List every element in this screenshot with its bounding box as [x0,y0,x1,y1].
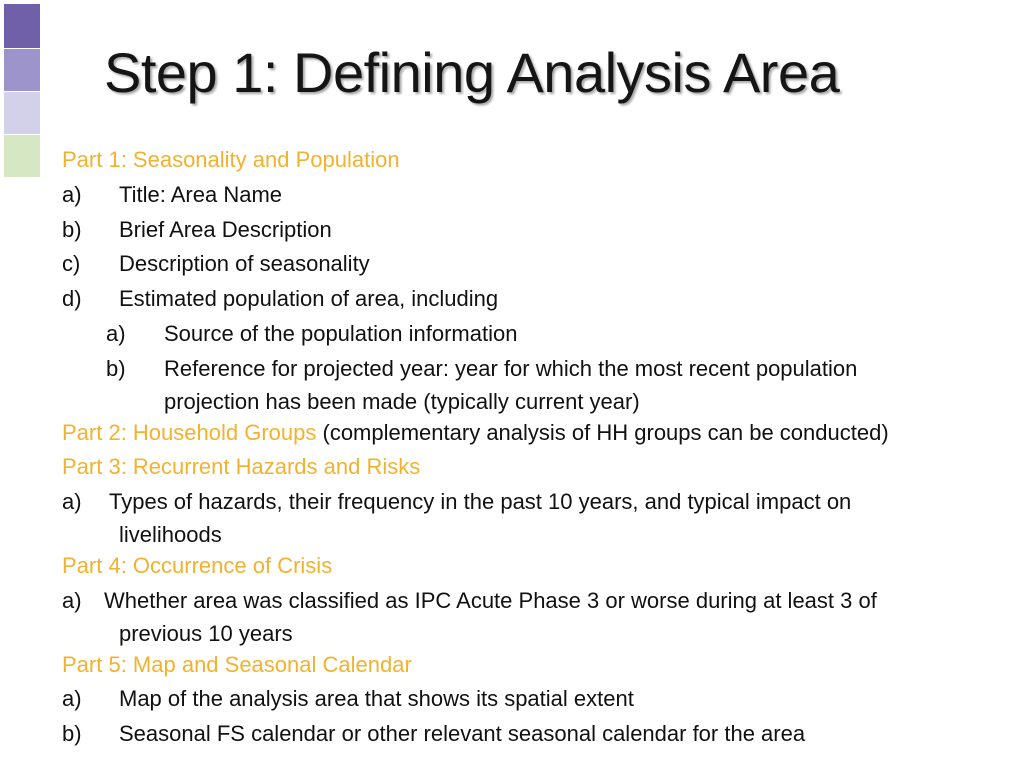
list-item [62,485,1012,549]
list-item [62,717,1012,752]
decor-square-green [4,135,40,177]
list-text: Source of the population information [164,320,518,346]
part4-heading: Part 4: Occurrence of Crisis [62,552,333,578]
list-marker: a) [62,587,82,613]
list-marker: b) [106,355,126,381]
list-text-continued: projection has been made (typically current year) [164,388,640,414]
decor-square-dark-purple [4,4,40,48]
list-item [62,213,1012,248]
list-marker: b) [62,721,82,747]
list-text: Estimated population of area, including [119,286,499,312]
list-marker: a) [62,181,82,207]
list-text: Map of the analysis area that shows its spatial extent [119,686,634,712]
list-marker: a) [62,686,82,712]
part3-heading: Part 3: Recurrent Hazards and Risks [62,454,421,480]
list-text: Seasonal FS calendar or other relevant seasonal calendar for the area [119,721,806,747]
list-text: Reference for projected year: year for which the most recent population [164,355,858,381]
part1-heading: Part 1: Seasonality and Population [62,147,400,172]
list-item [62,247,1012,282]
list-item [62,178,1012,213]
part2-line [62,416,1012,451]
slide-body [62,143,1012,752]
part5-heading: Part 5: Map and Seasonal Calendar [62,651,412,677]
part2-heading: Part 2: Household Groups [62,419,317,445]
list-marker: a) [62,489,82,515]
list-item [62,282,1012,317]
sub-list-item [62,352,1012,416]
decor-square-purple [4,49,40,91]
list-text: Title: Area Name [119,181,283,207]
list-text-continued: livelihoods [119,521,222,547]
list-text-continued: previous 10 years [119,620,293,646]
sub-list-item [62,317,1012,352]
list-marker: d) [62,286,82,312]
list-item [62,682,1012,717]
list-marker: b) [62,216,82,242]
list-text: Brief Area Description [119,216,332,242]
list-text: Whether area was classified as IPC Acute Phase 3 or worse during at least 3 of [104,587,877,613]
list-item [62,584,1012,648]
list-marker: c) [62,251,81,277]
list-text: Types of hazards, their frequency in the past 10 years, and typical impact on [109,489,852,515]
decor-square-lavender [4,92,40,134]
list-marker: a) [106,320,126,346]
part2-note: (complementary analysis of HH groups can be conducted) [316,419,889,445]
slide-title: Step 1: Defining Analysis Area [104,41,840,104]
list-text: Description of seasonality [119,251,370,277]
